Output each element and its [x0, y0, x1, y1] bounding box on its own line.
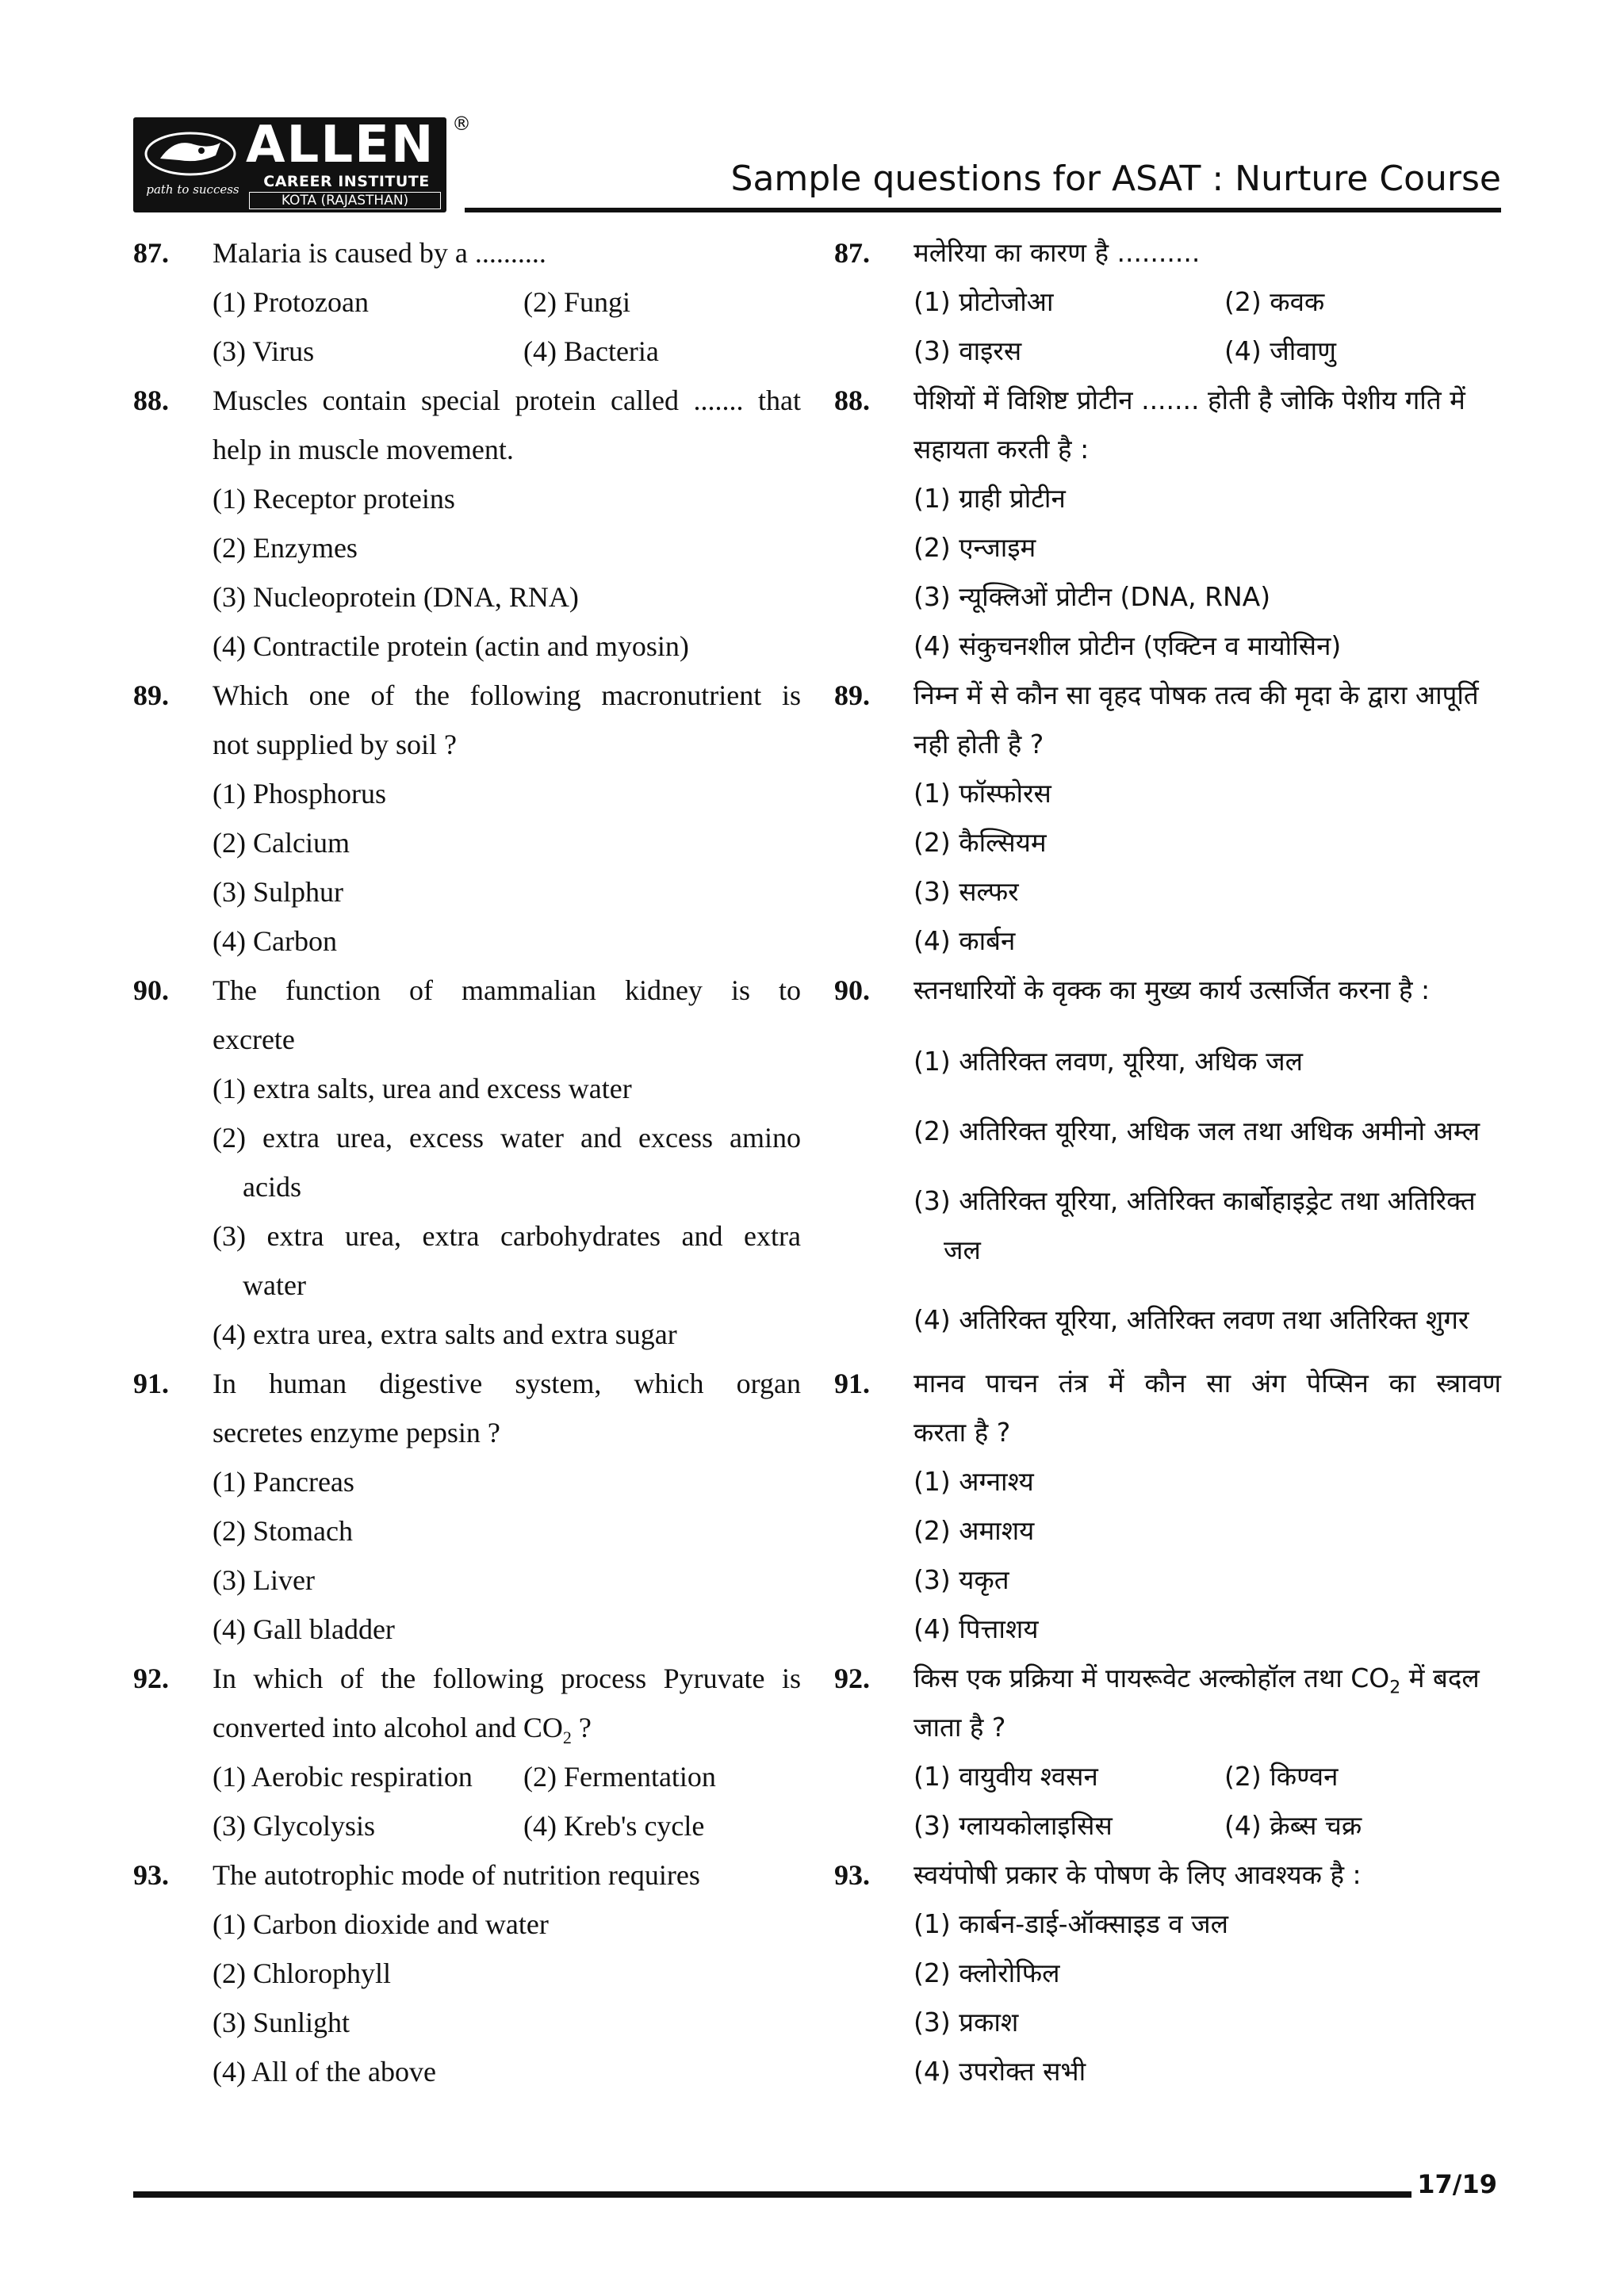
question-text-part: converted into alcohol and CO — [213, 1712, 563, 1743]
logo-city: KOTA (RAJASTHAN) — [249, 192, 441, 209]
option: (3) अतिरिक्त यूरिया, अतिरिक्त कार्बोहाइड्रेट तथा अतिरिक्त — [914, 1185, 1476, 1216]
question-text: नही होती है ? — [914, 729, 1044, 760]
question-number: 87. — [834, 237, 870, 269]
option: (1) वायुवीय श्वसन — [914, 1761, 1098, 1792]
option: (1) कार्बन-डाई-ऑक्साइड व जल — [914, 1908, 1228, 1939]
footer-rule — [133, 2191, 1411, 2198]
option-row — [133, 277, 801, 327]
question-line — [834, 376, 1501, 425]
option: (4) उपरोक्त सभी — [914, 2056, 1086, 2087]
option: (2) कवक — [1224, 286, 1325, 317]
question-line — [133, 1359, 801, 1408]
page-title: Sample questions for ASAT : Nurture Course — [730, 159, 1501, 199]
question-number: 91. — [133, 1368, 169, 1399]
question-line — [133, 1703, 801, 1752]
page-header — [133, 113, 1501, 212]
logo-subtitle: CAREER INSTITUTE — [263, 173, 430, 190]
question-text: मलेरिया का कारण है .......... — [914, 237, 1201, 268]
allen-logo — [133, 117, 446, 212]
option: (2) कैल्सियम — [914, 827, 1047, 858]
question-text: मानव पाचन तंत्र में कौन सा अंग पेप्सिन का स्त्रावण — [914, 1368, 1501, 1399]
option: (1) अतिरिक्त लवण, यूरिया, अधिक जल — [914, 1046, 1303, 1077]
question-line — [133, 671, 801, 720]
subscript: 2 — [1389, 1678, 1401, 1698]
option: (1) अग्नाश्य — [914, 1466, 1034, 1497]
option: (1) extra salts, urea and excess water — [213, 1073, 632, 1104]
question-text-part: किस एक प्रक्रिया में पायरूवेट अल्कोहॉल तथा CO — [914, 1663, 1390, 1693]
option: (3) Sunlight — [213, 2007, 350, 2038]
option: (2) Calcium — [213, 827, 350, 859]
option: (4) जीवाणु — [1224, 335, 1337, 366]
option: (2) Chlorophyll — [213, 1957, 391, 1989]
question-number: 89. — [133, 679, 169, 711]
option: (3) प्रकाश — [914, 2007, 1019, 2038]
option: (4) कार्बन — [914, 925, 1016, 956]
option: (3) Sulphur — [213, 876, 343, 908]
option: (1) Carbon dioxide and water — [213, 1908, 549, 1940]
option-continued: water — [243, 1269, 306, 1301]
page-number: 17/19 — [1417, 2169, 1497, 2199]
logo-tagline: path to success — [146, 182, 239, 197]
question-text: secretes enzyme pepsin ? — [213, 1417, 500, 1448]
question-text: स्वयंपोषी प्रकार के पोषण के लिए आवश्यक है : — [914, 1859, 1362, 1890]
option: (4) Kreb's cycle — [523, 1810, 705, 1842]
question-number: 93. — [834, 1859, 870, 1891]
option: (4) Gall bladder — [213, 1613, 395, 1645]
option: (4) extra urea, extra salts and extra sugar — [213, 1318, 677, 1350]
question-number: 92. — [834, 1663, 870, 1694]
question-line — [133, 228, 801, 277]
question-text: help in muscle movement. — [213, 434, 514, 465]
question-text-part: में बदल — [1400, 1663, 1480, 1693]
option: (3) वाइरस — [914, 335, 1022, 366]
question-number: 88. — [834, 385, 870, 416]
question-text: जाता है ? — [914, 1712, 1006, 1743]
question-text-part: ? — [571, 1712, 592, 1743]
option: (3) न्यूक्लिओं प्रोटीन (DNA, RNA) — [914, 581, 1271, 612]
question-line — [133, 1654, 801, 1703]
question-text: Malaria is caused by a .......... — [213, 237, 546, 269]
question-number: 87. — [133, 237, 169, 269]
option: (3) ग्लायकोलाइसिस — [914, 1810, 1113, 1841]
question-text: पेशियों में विशिष्ट प्रोटीन ....... होती है जोकि पेशीय गति में — [914, 385, 1465, 415]
option: (3) Glycolysis — [213, 1810, 375, 1842]
question-line — [834, 1654, 1501, 1703]
question-text: सहायता करती है : — [914, 434, 1090, 465]
question-line — [834, 228, 1501, 277]
option: (4) Carbon — [213, 925, 337, 957]
option: (3) extra urea, extra carbohydrates and extra — [213, 1220, 801, 1252]
option: (2) Stomach — [213, 1515, 353, 1547]
question-number: 89. — [834, 679, 870, 711]
option: (2) Fungi — [523, 286, 630, 318]
question-number: 91. — [834, 1368, 870, 1399]
option: (3) Nucleoprotein (DNA, RNA) — [213, 581, 579, 613]
option: (1) ग्राही प्रोटीन — [914, 483, 1066, 514]
option: (2) Enzymes — [213, 532, 358, 564]
option: (4) Bacteria — [523, 335, 659, 367]
question-text: excrete — [213, 1024, 295, 1055]
option: (3) Virus — [213, 335, 315, 367]
option: (1) Receptor proteins — [213, 483, 455, 515]
logo-emblem-icon — [143, 127, 238, 178]
question-text: निम्न में से कौन सा वृहद पोषक तत्व की मृदा के द्वारा आपूर्ति — [914, 679, 1479, 710]
option: (4) क्रेब्स चक्र — [1224, 1810, 1362, 1841]
option: (1) फॉस्फोरस — [914, 778, 1051, 809]
option: (4) अतिरिक्त यूरिया, अतिरिक्त लवण तथा अतिरिक्त शुगर — [914, 1304, 1469, 1335]
question-text: करता है ? — [914, 1417, 1011, 1448]
option-continued: जल — [944, 1234, 981, 1265]
option: (3) सल्फर — [914, 876, 1019, 907]
option: (1) Phosphorus — [213, 778, 387, 809]
question-text: Which one of the following macronutrient is — [213, 679, 801, 711]
option: (2) Fermentation — [523, 1761, 716, 1793]
option: (4) पित्ताशय — [914, 1613, 1039, 1644]
question-number: 90. — [133, 974, 169, 1006]
question-text: Muscles contain special protein called ....... that — [213, 385, 801, 416]
option: (1) प्रोटोजोआ — [914, 286, 1054, 317]
question-text: The autotrophic mode of nutrition requires — [213, 1859, 700, 1891]
option: (3) Liver — [213, 1564, 315, 1596]
question-text: The function of mammalian kidney is to — [213, 974, 801, 1006]
option: (2) एन्जाइम — [914, 532, 1036, 563]
registered-mark: ® — [452, 113, 471, 135]
question-line — [133, 1850, 801, 1900]
option: (2) किण्वन — [1224, 1761, 1339, 1792]
option: (4) All of the above — [213, 2056, 436, 2087]
option: (2) अमाशय — [914, 1515, 1035, 1546]
question-number: 93. — [133, 1859, 169, 1891]
question-number: 90. — [834, 974, 870, 1006]
option: (1) Protozoan — [213, 286, 369, 318]
question-line — [133, 376, 801, 425]
question-line — [133, 966, 801, 1015]
option-continued: acids — [243, 1171, 301, 1203]
option: (1) Aerobic respiration — [213, 1761, 473, 1793]
option: (1) Pancreas — [213, 1466, 354, 1498]
header-rule — [465, 208, 1501, 212]
option: (4) संकुचनशील प्रोटीन (एक्टिन व मायोसिन) — [914, 630, 1342, 661]
question-text: In human digestive system, which organ — [213, 1368, 801, 1399]
question-line — [133, 425, 801, 474]
option: (3) यकृत — [914, 1564, 1009, 1595]
option: (2) क्लोरोफिल — [914, 1957, 1060, 1988]
question-number: 88. — [133, 385, 169, 416]
question-text: स्तनधारियों के वृक्क का मुख्य कार्य उत्सर्जित करना है : — [914, 974, 1431, 1005]
logo-name: ALLEN — [246, 116, 435, 174]
option: (2) extra urea, excess water and excess amino — [213, 1122, 801, 1154]
subscript: 2 — [562, 1728, 572, 1748]
option: (2) अतिरिक्त यूरिया, अधिक जल तथा अधिक अमीनो अम्ल — [914, 1115, 1480, 1146]
question-number: 92. — [133, 1663, 169, 1694]
question-line — [834, 966, 1501, 1015]
question-text: In which of the following process Pyruvate is — [213, 1663, 801, 1694]
question-line — [834, 1359, 1501, 1408]
question-line — [834, 671, 1501, 720]
option: (4) Contractile protein (actin and myosin) — [213, 630, 689, 662]
question-line — [834, 1850, 1501, 1900]
option-row — [133, 327, 801, 376]
question-text: not supplied by soil ? — [213, 729, 457, 760]
